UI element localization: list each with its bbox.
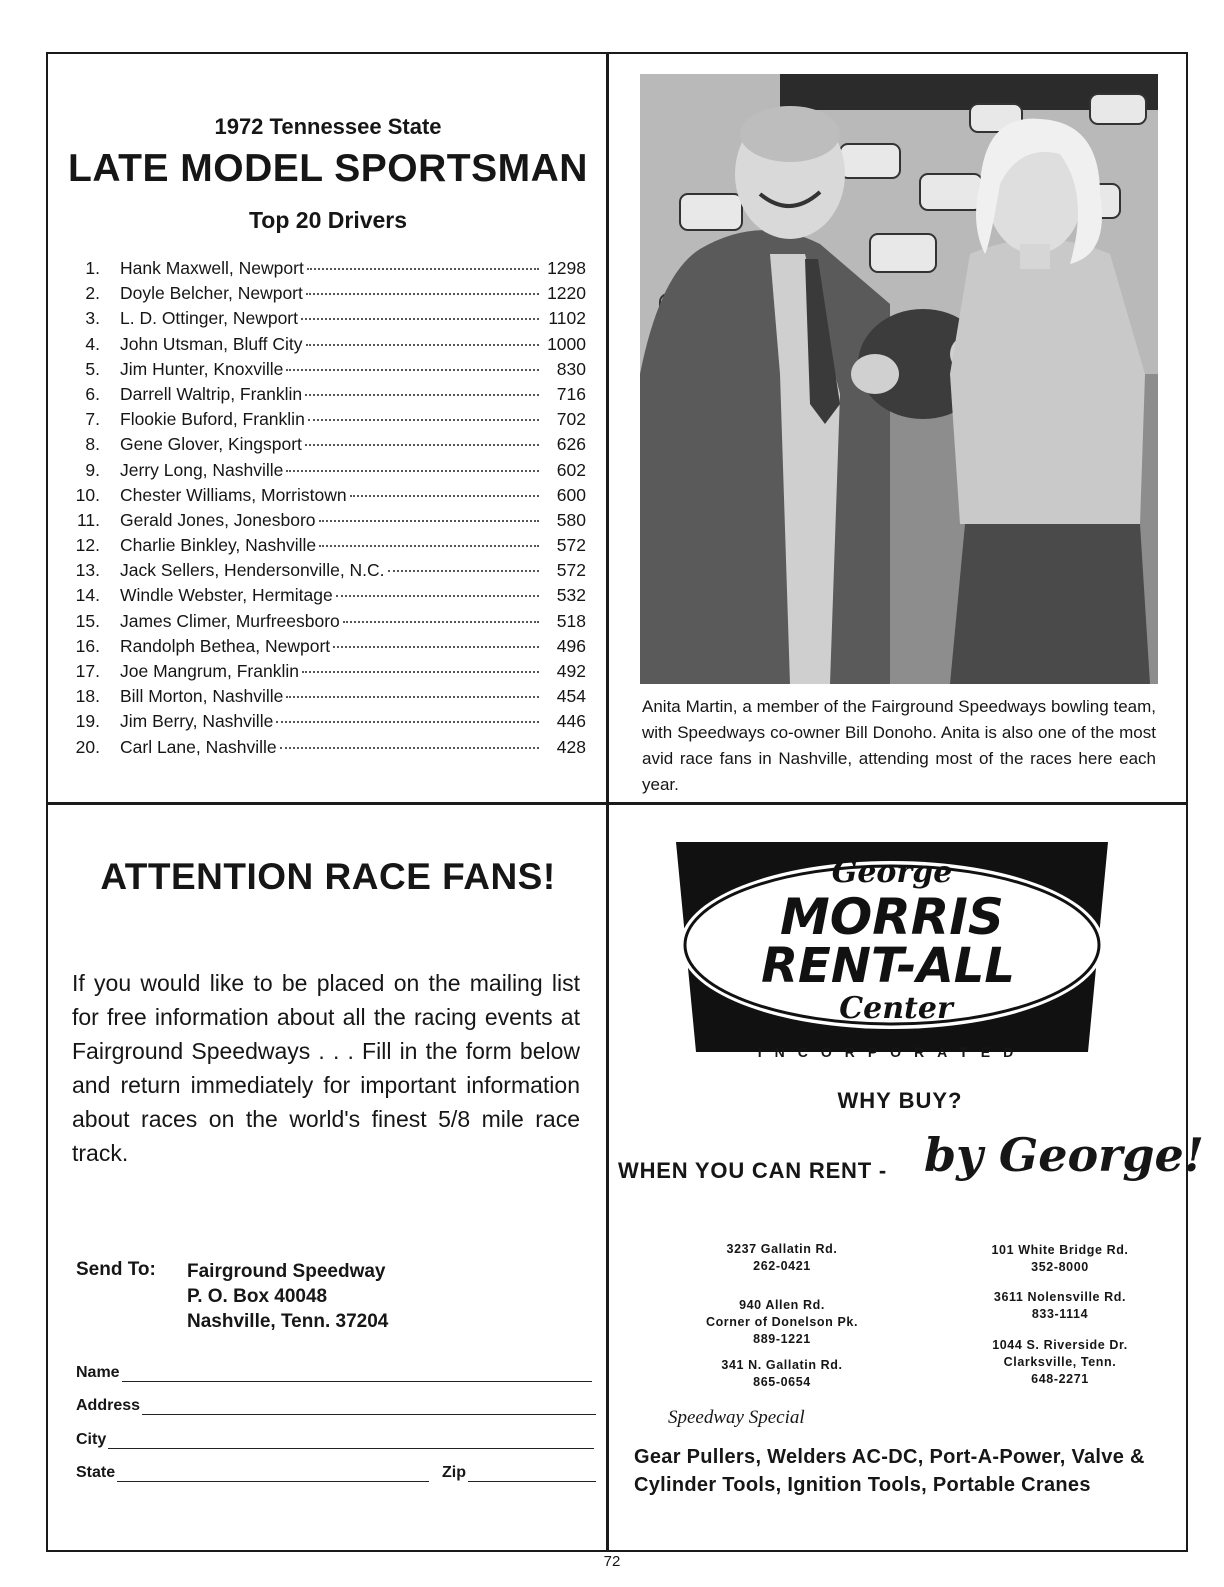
location-line: 101 White Bridge Rd. <box>991 1243 1129 1257</box>
attention-title: ATTENTION RACE FANS! <box>100 856 556 897</box>
driver-name: Jim Hunter, Knoxville <box>120 358 284 379</box>
driver-name: Bill Morton, Nashville <box>120 686 284 707</box>
location-line: 262-0421 <box>753 1259 811 1273</box>
driver-name: Jerry Long, Nashville <box>120 459 284 480</box>
standings-row <box>70 434 586 459</box>
dot-leader <box>306 293 539 295</box>
logo-script-bottom: Center <box>839 991 953 1026</box>
driver-name: Gerald Jones, Jonesboro <box>120 509 316 530</box>
driver-points: 602 <box>556 459 586 480</box>
driver-rank: 11. <box>76 509 100 530</box>
driver-points: 600 <box>556 484 586 505</box>
location-line: 865-0654 <box>753 1375 811 1389</box>
address-line: P. O. Box 40048 <box>187 1286 328 1307</box>
driver-points: 492 <box>556 661 586 681</box>
logo-script-top: George <box>831 855 953 890</box>
driver-name: James Climer, Murfreesboro <box>120 610 340 631</box>
standings-row <box>70 409 586 434</box>
standings-row <box>70 661 586 686</box>
driver-points: 1220 <box>547 283 586 304</box>
city-label: City <box>76 1431 107 1448</box>
standings-row <box>70 334 586 359</box>
driver-points: 518 <box>556 610 586 631</box>
standings-row <box>70 308 586 333</box>
photo-illustration <box>640 74 1158 684</box>
location-right <box>940 1242 1180 1276</box>
location-line: 648-2271 <box>1031 1372 1089 1386</box>
dot-leader <box>305 394 539 396</box>
standings-year-heading: 1972 Tennessee State <box>214 114 442 139</box>
driver-points: 572 <box>556 535 586 556</box>
driver-name: Chester Williams, Morristown <box>120 484 347 505</box>
form-field-city[interactable] <box>76 1431 594 1449</box>
driver-name: Joe Mangrum, Franklin <box>120 661 299 681</box>
standings-row <box>70 460 586 485</box>
form-field-name[interactable] <box>76 1364 592 1382</box>
driver-rank: 7. <box>85 409 100 430</box>
standings-row <box>70 585 586 610</box>
logo-line-morris: MORRIS <box>780 888 1004 946</box>
location-line: Clarksville, Tenn. <box>1003 1355 1117 1369</box>
standings-row <box>70 686 586 711</box>
driver-name: Gene Glover, Kingsport <box>120 434 302 455</box>
driver-rank: 12. <box>75 535 100 556</box>
driver-rank: 2. <box>85 283 100 304</box>
dot-leader <box>350 495 539 497</box>
standings-row <box>70 510 586 535</box>
dot-leader <box>302 671 539 673</box>
mailing-address <box>187 1259 388 1334</box>
photo-caption: Anita Martin, a member of the Fairground Speedways bowling team, with Speedways co-owner Bill Donoho. Anita is also one of the most avid race fans in Nashville, attending most of the races here each year. <box>642 697 1156 794</box>
state-line[interactable] <box>117 1480 429 1482</box>
driver-name: Flookie Buford, Franklin <box>120 409 305 430</box>
driver-name: L. D. Ottinger, Newport <box>120 308 298 329</box>
dot-leader <box>280 747 539 749</box>
location-line: 1044 S. Riverside Dr. <box>992 1338 1128 1352</box>
driver-name: Randolph Bethea, Newport <box>120 635 331 656</box>
standings-row <box>70 711 586 736</box>
location-line: 3237 Gallatin Rd. <box>726 1242 838 1256</box>
by-george-slogan: by George! <box>924 1128 1204 1182</box>
location-left <box>662 1357 902 1391</box>
standings-list <box>70 258 586 762</box>
address-line: Nashville, Tenn. 37204 <box>187 1311 389 1332</box>
location-left <box>662 1241 902 1275</box>
dot-leader <box>308 419 539 421</box>
morris-rent-all-logo <box>676 842 1108 1052</box>
driver-points: 1000 <box>547 333 586 354</box>
driver-rank: 13. <box>75 560 100 581</box>
form-field-zip[interactable] <box>442 1464 596 1482</box>
incorporated-label: INCORPORATED <box>757 1044 1027 1060</box>
when-you-can-rent: WHEN YOU CAN RENT - <box>618 1158 888 1183</box>
zip-line[interactable] <box>468 1480 596 1482</box>
driver-rank: 4. <box>85 333 100 354</box>
location-right <box>940 1289 1180 1323</box>
standings-row <box>70 737 586 762</box>
driver-points: 830 <box>556 358 586 379</box>
driver-points: 1298 <box>547 258 586 278</box>
location-line: 940 Allen Rd. <box>739 1298 825 1312</box>
driver-points: 580 <box>556 509 586 530</box>
driver-rank: 15. <box>75 610 100 631</box>
state-label: State <box>76 1464 116 1481</box>
address-line: Fairground Speedway <box>187 1261 386 1282</box>
standings-row <box>70 611 586 636</box>
driver-rank: 6. <box>85 383 100 404</box>
standings-subtitle: Top 20 Drivers <box>248 207 408 233</box>
driver-rank: 5. <box>85 358 100 379</box>
name-line[interactable] <box>122 1380 592 1382</box>
driver-points: 428 <box>556 736 586 757</box>
dot-leader <box>286 470 539 472</box>
page-number: 72 <box>603 1553 621 1570</box>
address-label: Address <box>76 1397 141 1414</box>
standings-row <box>70 258 586 283</box>
driver-rank: 8. <box>85 434 100 455</box>
form-field-state[interactable] <box>76 1464 429 1482</box>
photo-anita-martin-bill-donoho <box>640 74 1158 684</box>
location-line: 3611 Nolensville Rd. <box>993 1290 1127 1304</box>
driver-name: Darrell Waltrip, Franklin <box>120 383 303 404</box>
dot-leader <box>305 444 539 446</box>
dot-leader <box>306 344 539 346</box>
why-buy-heading: WHY BUY? <box>837 1088 963 1113</box>
standings-title: LATE MODEL SPORTSMAN <box>68 147 588 190</box>
address-line-field[interactable] <box>142 1413 596 1415</box>
driver-points: 532 <box>556 585 586 606</box>
location-line: 352-8000 <box>1031 1260 1089 1274</box>
driver-points: 446 <box>556 711 586 732</box>
name-label: Name <box>76 1364 120 1381</box>
driver-points: 572 <box>556 560 586 581</box>
speedway-special-items: Gear Pullers, Welders AC-DC, Port-A-Power, Valve & Cylinder Tools, Ignition Tools, Portable Cranes <box>634 1446 1145 1496</box>
driver-name: Jim Berry, Nashville <box>120 711 274 732</box>
driver-name: Jack Sellers, Hendersonville, N.C. <box>120 560 385 581</box>
driver-name: Charlie Binkley, Nashville <box>120 535 317 556</box>
dot-leader <box>343 621 539 623</box>
driver-points: 626 <box>556 434 586 455</box>
speedway-special-heading: Speedway Special <box>668 1407 805 1428</box>
dot-leader <box>388 570 539 572</box>
location-right <box>940 1337 1180 1388</box>
driver-rank: 10. <box>75 484 100 505</box>
standings-row <box>70 636 586 661</box>
attention-body: If you would like to be placed on the mailing list for free information about all the racing events at Fairground Speedways . . . Fill in the form below and return immediately for important information about races on the world's finest 5/8 mile race track. <box>72 970 580 1166</box>
standings-row <box>70 283 586 308</box>
send-to-label: Send To: <box>76 1259 156 1280</box>
dot-leader <box>276 721 539 723</box>
dot-leader <box>286 369 539 371</box>
location-left <box>662 1297 902 1348</box>
standings-row <box>70 359 586 384</box>
zip-label: Zip <box>442 1464 466 1481</box>
location-line: Corner of Donelson Pk. <box>705 1315 859 1329</box>
dot-leader <box>319 545 539 547</box>
form-field-address[interactable] <box>76 1397 596 1415</box>
dot-leader <box>319 520 539 522</box>
driver-name: Carl Lane, Nashville <box>120 736 277 757</box>
location-line: 889-1221 <box>753 1332 811 1346</box>
standings-row <box>70 560 586 585</box>
driver-rank: 16. <box>75 635 100 656</box>
driver-rank: 1. <box>85 258 100 278</box>
location-line: 833-1114 <box>1031 1307 1089 1321</box>
driver-rank: 19. <box>75 711 100 732</box>
dot-leader <box>286 696 539 698</box>
driver-rank: 14. <box>75 585 100 606</box>
standings-row <box>70 485 586 510</box>
standings-row <box>70 535 586 560</box>
driver-name: Doyle Belcher, Newport <box>120 283 303 304</box>
driver-points: 496 <box>556 635 586 656</box>
horizontal-divider <box>46 802 1188 805</box>
driver-name: John Utsman, Bluff City <box>120 333 303 354</box>
driver-points: 702 <box>556 409 586 430</box>
driver-points: 716 <box>556 383 586 404</box>
dot-leader <box>333 646 539 648</box>
driver-rank: 18. <box>75 686 100 707</box>
logo-line-rent-all: RENT-ALL <box>761 938 1015 994</box>
driver-name: Hank Maxwell, Newport <box>120 258 304 278</box>
driver-rank: 3. <box>85 308 100 329</box>
city-line[interactable] <box>108 1447 594 1449</box>
standings-row <box>70 384 586 409</box>
dot-leader <box>336 595 539 597</box>
dot-leader <box>301 318 539 320</box>
driver-rank: 20. <box>75 736 100 757</box>
driver-name: Windle Webster, Hermitage <box>120 585 333 606</box>
location-line: 341 N. Gallatin Rd. <box>721 1358 843 1372</box>
dot-leader <box>307 268 539 270</box>
driver-points: 454 <box>556 686 586 707</box>
driver-rank: 9. <box>85 459 100 480</box>
driver-points: 1102 <box>548 308 586 329</box>
driver-rank: 17. <box>75 661 100 681</box>
